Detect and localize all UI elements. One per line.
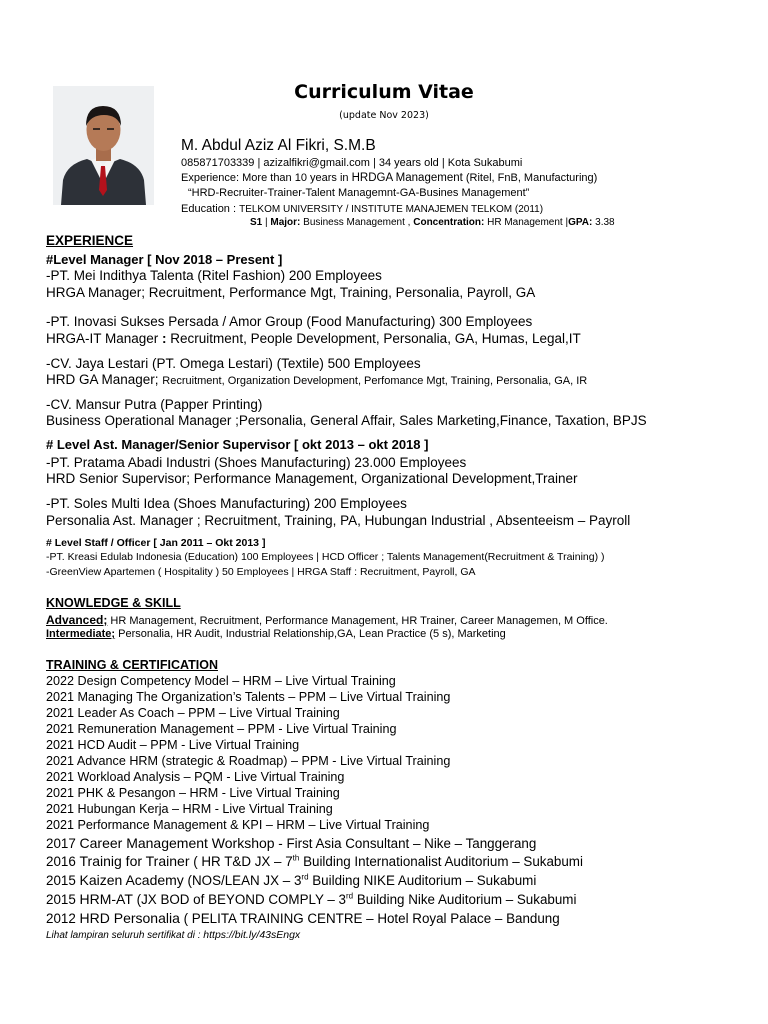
training-item: 2021 Leader As Coach – PPM – Live Virtual Training	[46, 706, 340, 720]
job-company: -CV. Mansur Putra (Papper Printing)	[46, 397, 263, 412]
experience-heading: EXPERIENCE	[46, 233, 134, 248]
training-item: 2021 Remuneration Management – PPM - Live Virtual Training	[46, 722, 397, 736]
job-title: HRD GA Manager;	[46, 372, 163, 387]
job-entry: -GreenView Apartemen ( Hospitality ) 50 Employees | HRGA Staff : Recruitment, Payroll, GA	[46, 566, 476, 578]
gpa-value: 3.38	[592, 217, 615, 228]
document-title: Curriculum Vitae	[294, 81, 474, 103]
training-detail: Building Nike Auditorium – Sukabumi	[353, 892, 577, 907]
training-name: Kaizen Academy	[79, 872, 184, 888]
training-item	[46, 891, 576, 907]
level-supervisor-heading: # Level Ast. Manager/Senior Supervisor [ okt 2013 – okt 2018 ]	[46, 437, 429, 452]
training-item	[46, 910, 560, 926]
training-item: 2021 Advance HRM (strategic & Roadmap) – PPM - Live Virtual Training	[46, 754, 451, 768]
skills-heading: KNOWLEDGE & SKILL	[46, 596, 181, 610]
training-year: 2012	[46, 911, 80, 926]
job-title-colon: :	[162, 331, 171, 346]
job-role	[46, 372, 587, 387]
concentration-value: HR Management |	[484, 217, 569, 228]
job-duties: Recruitment, Organization Development, Perfomance Mgt, Training, Personalia, GA, IR	[162, 375, 588, 387]
training-detail: Building Internationalist Auditorium – Sukabumi	[299, 854, 583, 869]
job-company: -CV. Jaya Lestari (PT. Omega Lestari) (Textile) 500 Employees	[46, 356, 421, 371]
training-name: Career Management Workshop	[79, 835, 275, 851]
job-role: Personalia Ast. Manager ; Recruitment, Training, PA, Hubungan Industrial , Absenteeism – Payroll	[46, 513, 631, 528]
training-name: HRM-AT	[79, 891, 133, 907]
major-label: Major:	[270, 217, 301, 228]
training-item	[46, 835, 536, 851]
job-role: Business Operational Manager ;Personalia, General Affair, Sales Marketing,Finance, Taxation, BPJS	[46, 413, 647, 428]
advanced-label: Advanced;	[46, 613, 108, 627]
certificate-note	[46, 929, 300, 941]
training-item: 2022 Design Competency Model – HRM – Live Virtual Training	[46, 674, 396, 688]
experience-tail: (Ritel, FnB, Manufacturing)	[462, 172, 598, 184]
level-staff-label: # Level Staff /	[46, 537, 117, 549]
job-company: -PT. Soles Multi Idea (Shoes Manufacturing) 200 Employees	[46, 496, 407, 511]
update-date: (update Nov 2023)	[339, 110, 429, 121]
training-item: 2021 HCD Audit – PPM - Live Virtual Training	[46, 738, 300, 752]
job-title: HRGA-IT Manager	[46, 331, 163, 346]
experience-summary	[181, 172, 597, 184]
job-company: -PT. Pratama Abadi Industri (Shoes Manufacturing) 23.000 Employees	[46, 455, 467, 470]
training-item: 2021 Workload Analysis – PQM - Live Virtual Training	[46, 770, 345, 784]
person-portrait-icon	[53, 86, 154, 205]
training-detail: (JX BOD of BEYOND COMPLY – 3	[132, 892, 346, 907]
level-staff-heading	[46, 537, 265, 549]
degree-label: S1	[250, 217, 263, 228]
profile-photo	[53, 86, 154, 205]
certificate-note-text: Lihat lampiran seluruh sertifikat di :	[46, 930, 204, 941]
training-item: 2021 PHK & Pesangon – HRM - Live Virtual Training	[46, 786, 340, 800]
education-label: Education :	[181, 203, 240, 215]
experience-lead: Experience: More than 10 years in	[181, 172, 352, 184]
job-role: HRD Senior Supervisor; Performance Management, Organizational Development,Trainer	[46, 471, 578, 486]
intermediate-value: Personalia, HR Audit, Industrial Relationship,GA, Lean Practice (5 s), Marketing	[115, 628, 506, 640]
level-officer-label: Officer [ Jan 2011 – Okt 2013 ]	[116, 537, 266, 549]
ordinal-suffix: rd	[346, 891, 354, 901]
training-year: 2016	[46, 854, 80, 869]
major-value: Business Management ,	[300, 217, 414, 228]
candidate-name: M. Abdul Aziz Al Fikri, S.M.B	[181, 137, 376, 154]
job-company: -PT. Inovasi Sukses Persada / Amor Group (Food Manufacturing) 300 Employees	[46, 314, 533, 329]
concentration-label: Concentration:	[413, 217, 485, 228]
training-detail: ( HR T&D JX – 7	[189, 854, 293, 869]
degree-line	[250, 217, 615, 228]
ordinal-suffix: th	[292, 853, 300, 863]
level-manager-heading: #Level Manager [ Nov 2018 – Present ]	[46, 252, 283, 267]
training-detail: Building NIKE Auditorium – Sukabumi	[308, 873, 537, 888]
skills-advanced	[46, 613, 608, 627]
training-name: Trainig for Trainer	[79, 853, 190, 869]
job-entry: -PT. Kreasi Edulab Indonesia (Education) 100 Employees | HCD Officer ; Talents Management(Recruitment & Training) )	[46, 551, 605, 563]
job-company: -PT. Mei Indithya Talenta (Ritel Fashion) 200 Employees	[46, 268, 382, 283]
job-duties: Recruitment, People Development, Personalia, GA, Humas, Legal,IT	[170, 331, 581, 346]
education-value: TELKOM UNIVERSITY / INSTITUTE MANAJEMEN TELKOM (2011)	[239, 204, 544, 215]
training-item: 2021 Managing The Organization’s Talents – PPM – Live Virtual Training	[46, 690, 451, 704]
job-role	[46, 331, 581, 346]
profile-tagline: “HRD-Recruiter-Trainer-Talent Managemnt-GA-Busines Management”	[188, 187, 530, 199]
intermediate-label: Intermediate;	[46, 628, 116, 640]
training-year: 2015	[46, 873, 80, 888]
experience-field: HRDGA Management	[351, 172, 463, 184]
training-item: 2021 Hubungan Kerja – HRM - Live Virtual Training	[46, 802, 333, 816]
contact-line: 085871703339 | azizalfikri@gmail.com | 34 years old | Kota Sukabumi	[181, 157, 523, 169]
gpa-label: GPA:	[568, 217, 593, 228]
certificate-link[interactable]: https://bit.ly/43sEngx	[203, 929, 301, 941]
training-item	[46, 872, 536, 888]
training-name: HRD Personalia	[79, 910, 180, 926]
training-detail: ( PELITA TRAINING CENTRE – Hotel Royal Palace – Bandung	[179, 911, 560, 926]
training-detail: (NOS/LEAN JX – 3	[183, 873, 302, 888]
training-heading: TRAINING & CERTIFICATION	[46, 658, 218, 672]
advanced-value: HR Management, Recruitment, Performance Management, HR Trainer, Career Managemen, M Office.	[107, 615, 608, 627]
training-year: 2017	[46, 836, 80, 851]
education-line	[181, 203, 543, 215]
degree-separator: |	[262, 217, 271, 228]
job-role: HRGA Manager; Recruitment, Performance Mgt, Training, Personalia, Payroll, GA	[46, 285, 536, 300]
training-item	[46, 853, 583, 869]
training-detail: - First Asia Consultant – Nike – Tanggerang	[274, 836, 537, 851]
training-item: 2021 Performance Management & KPI – HRM – Live Virtual Training	[46, 818, 430, 832]
training-year: 2015	[46, 892, 80, 907]
ordinal-suffix: rd	[301, 872, 309, 882]
skills-intermediate	[46, 628, 506, 640]
